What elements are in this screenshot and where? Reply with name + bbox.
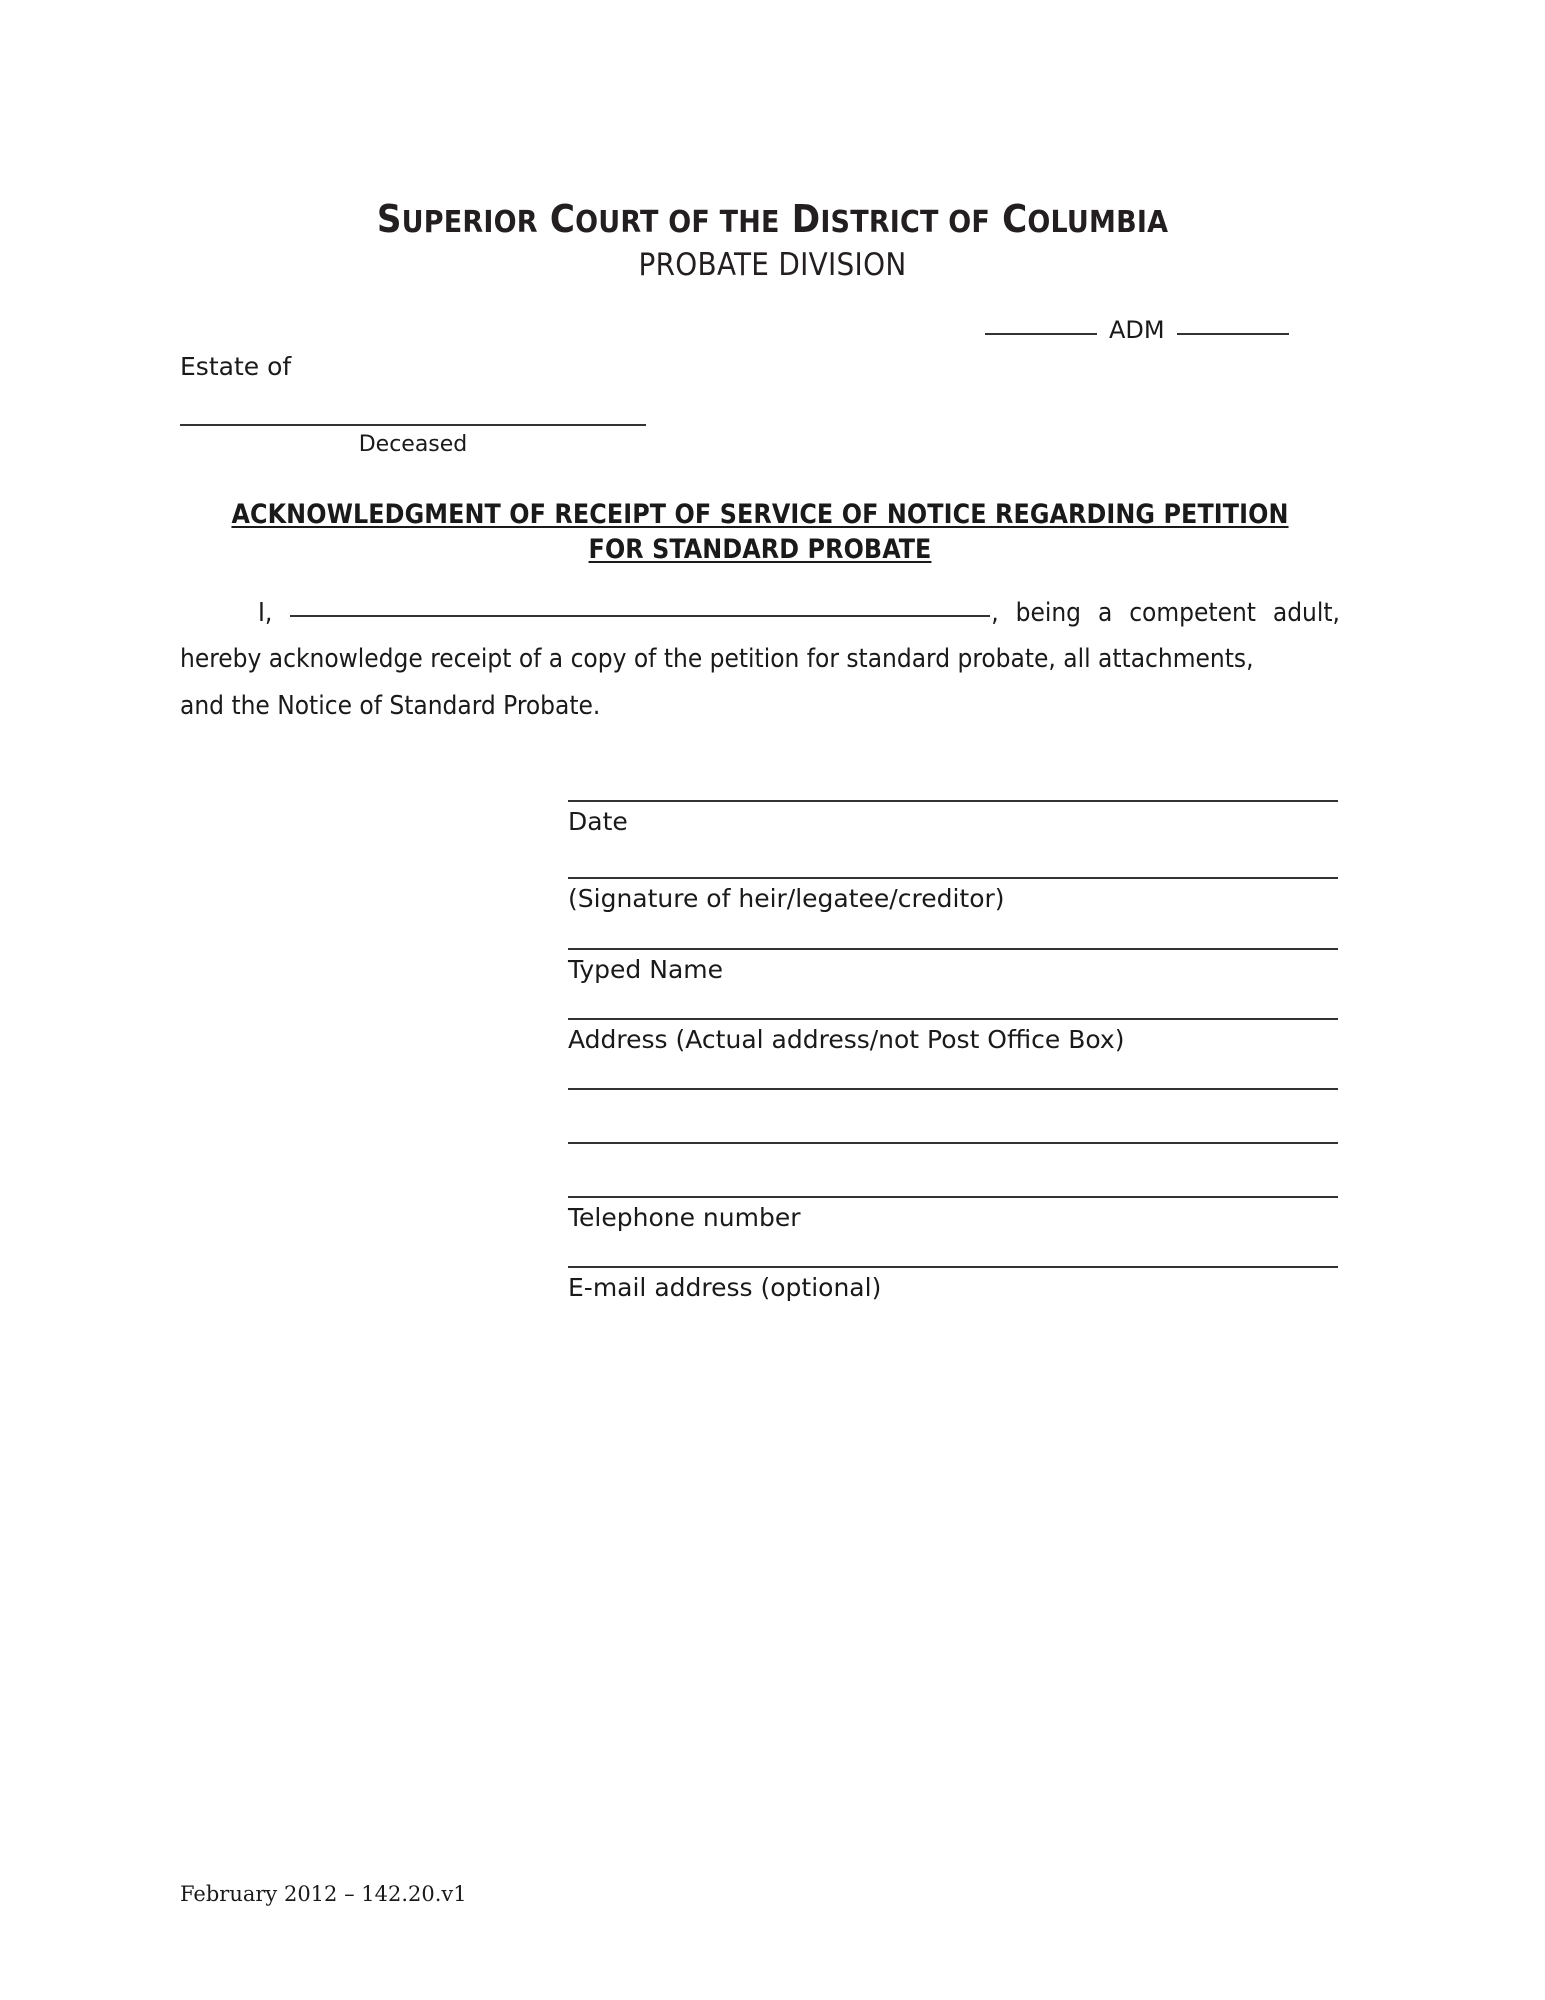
declarant-name-field[interactable] (290, 615, 990, 617)
form-revision-footer: February 2012 – 142.20.v1 (180, 1882, 467, 1906)
email-label: E-mail address (optional) (568, 1273, 882, 1303)
signature-spacer (568, 1148, 1338, 1196)
page-title-line-1: ACKNOWLEDGMENT OF RECEIPT OF SERVICE OF NOTICE REGARDING PETITION (231, 499, 1289, 530)
court-name-seg: OURT OF THE (575, 205, 780, 240)
signature-block (568, 800, 1338, 1304)
signature-field-typed-name (568, 948, 1338, 985)
signature-field-signature (568, 877, 1338, 914)
court-name-seg: C (537, 197, 576, 241)
signature-field-date (568, 800, 1338, 837)
acknowledgment-paragraph (180, 590, 1340, 729)
court-name-seg: S (376, 197, 402, 241)
court-header (0, 197, 1545, 283)
signature-field-email (568, 1266, 1338, 1303)
signature-field-address (568, 1018, 1338, 1055)
division-name: PROBATE DIVISION (638, 246, 907, 283)
address-label: Address (Actual address/not Post Office Box) (568, 1024, 1125, 1054)
signature-field-telephone (568, 1196, 1338, 1233)
page-title (180, 497, 1340, 567)
signature-spacer (568, 985, 1338, 1018)
signature-spacer (568, 1055, 1338, 1088)
deceased-label: Deceased (358, 432, 468, 457)
signature-spacer (568, 1233, 1338, 1266)
typed-name-label: Typed Name (568, 954, 723, 984)
case-number-prefix-field[interactable] (985, 333, 1097, 335)
court-name-seg: C (990, 197, 1028, 241)
date-label: Date (568, 807, 628, 836)
paragraph-lead-in: I, (258, 598, 273, 628)
signature-label: (Signature of heir/legatee/creditor) (568, 884, 1005, 914)
signature-spacer (568, 915, 1338, 948)
case-number-line (985, 316, 1345, 344)
decedent-name-field[interactable] (180, 424, 646, 426)
court-name-seg: UPERIOR (401, 205, 538, 240)
estate-of-label: Estate of (180, 352, 292, 381)
court-name-seg: D (779, 197, 821, 241)
telephone-label: Telephone number (568, 1203, 801, 1232)
page-title-line-2: FOR STANDARD PROBATE (588, 534, 932, 566)
paragraph-last-line: and the Notice of Standard Probate. (180, 690, 601, 721)
signature-spacer (568, 837, 1338, 877)
court-name-seg: OLUMBIA (1027, 205, 1169, 240)
paragraph-continuation: hereby acknowledge receipt of a copy of the petition for standard probate, all attachments, (180, 644, 1254, 675)
adm-label: ADM (1109, 316, 1165, 344)
court-name (0, 197, 1545, 241)
paragraph-after-blank: , being a competent adult, (991, 598, 1340, 628)
case-number-suffix-field[interactable] (1177, 333, 1289, 335)
court-name-seg: ISTRICT OF (820, 205, 991, 240)
signature-spacer (568, 1094, 1338, 1142)
